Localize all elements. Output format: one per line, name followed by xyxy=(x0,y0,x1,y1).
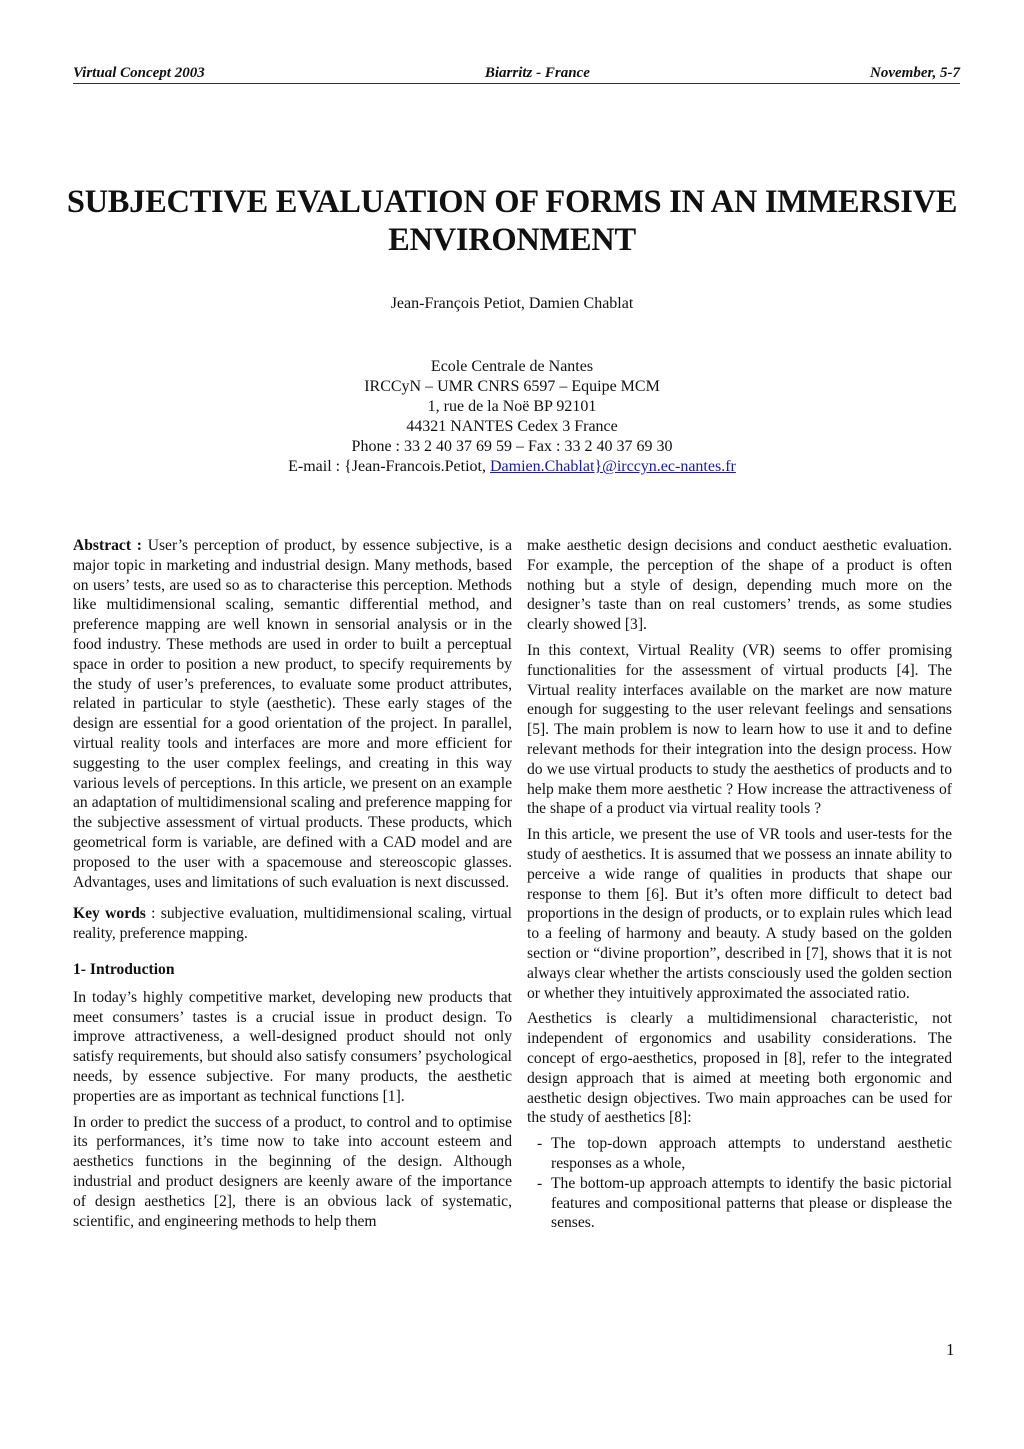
page-number: 1 xyxy=(946,1340,955,1359)
email-prefix: E-mail : {Jean-Francois.Petiot, xyxy=(288,458,490,475)
affiliation-phone: Phone : 33 2 40 37 69 59 – Fax : 33 2 40 37 69 30 xyxy=(351,438,673,455)
keywords-text: : subjective evaluation, multidimensional scaling, virtual reality, preference mapping. xyxy=(73,905,512,943)
list-item: - The bottom-up approach attempts to identify the basic pictorial features and compositional patterns that please or displease the senses. xyxy=(527,1174,952,1233)
affiliation-lab: IRCCyN – UMR CNRS 6597 – Equipe MCM xyxy=(364,378,660,395)
right-column xyxy=(527,536,952,1233)
running-header xyxy=(73,60,960,84)
title-line-1: SUBJECTIVE EVALUATION OF FORMS IN AN IMMERSIVE xyxy=(66,184,958,220)
intro-paragraph-5: In this article, we present the use of VR tools and user-tests for the study of aesthetics. It is assumed that we possess an innate ability to perceive a wide range of qualities in products that shape our response to them [6]. But it’s often more difficult to detect bad proportions in the design of products, or to explain rules which lead to a feeling of harmony and beauty. A study based on the golden section or “divine proportion”, described in [7], shows that it is not always clear whether the artists consciously used the golden section or whether they intuitively approximated the associated ratio. xyxy=(527,826,952,1002)
intro-paragraph-6: Aesthetics is clearly a multidimensional characteristic, not independent of ergonomics and usability considerations. The concept of ergo-aesthetics, proposed in [8], refer to the integrated design approach that is aimed at meeting both ergonomic and aesthetic design objectives. Two main approaches can be used for the study of aesthetics [8]: xyxy=(527,1010,952,1127)
title-line-2: ENVIRONMENT xyxy=(388,222,636,258)
email-link[interactable]: Damien.Chablat}@irccyn.ec-nantes.fr xyxy=(489,458,736,475)
intro-paragraph-1: In today’s highly competitive market, developing new products that meet consumers’ tastes is a crucial issue in product design. To improve attractiveness, a well-designed product should not only satisfy requirements, but should also satisfy consumers’ psychological needs, by essence subjective. For many products, the aesthetic properties are as important as technical functions [1]. xyxy=(73,988,512,1105)
abstract xyxy=(73,536,512,892)
header-location: Biarritz - France xyxy=(484,65,590,81)
abstract-text: User’s perception of product, by essence subjective, is a major topic in marketing and industrial design. Many methods, based on users’ tests, are used so as to characterise this perception. Methods like multidimensional scaling, semantic differential method, and preference mapping are well known in sensorial analysis or in the food industry. These methods are used in order to built a perceptual space in order to position a new product, to specify requirements by the study of user’s preferences, to evaluate some product attributes, related in particular to style (aesthetic). These early stages of the design are essential for a good orientation of the project. In parallel, virtual reality tools and interfaces are more and more efficient for suggesting to the user complex feelings, and creating in this way various levels of perceptions. In this article, we present on an example an adaptation of multidimensional scaling and preference mapping for the subjective assessment of virtual products. These products, which geometrical form is variable, are defined with a CAD model and are proposed to the user with a spacemouse and stereoscopic glasses. Advantages, uses and limitations of such evaluation is next discussed. xyxy=(73,537,512,891)
keywords xyxy=(73,904,512,944)
intro-paragraph-2: In order to predict the success of a product, to control and to optimise its performances, it’s time now to take into account esteem and aesthetics functions in the beginning of the design. Although industrial and product designers are keenly aware of the importance of design aesthetics [2], there is an obvious lack of systematic, scientific, and engineering methods to help them xyxy=(73,1113,512,1230)
intro-paragraph-4: In this context, Virtual Reality (VR) seems to offer promising functionalities for the assessment of virtual products [4]. The Virtual reality interfaces available on the market are now mature enough for suggesting to the user relevant feelings and sensations [5]. The main problem is now to learn how to use it and to define relevant methods for their integration into the design process. How do we use virtual products to study the aesthetics of products and to help make them more aesthetic ? How increase the attractiveness of the shape of a product via virtual reality tools ? xyxy=(527,641,952,818)
affiliation xyxy=(60,357,964,477)
abstract-label: Abstract : xyxy=(73,537,142,554)
intro-paragraph-3: make aesthetic design decisions and conduct aesthetic evaluation. For example, the perception of the shape of a product is often nothing but a style of design, depending much more on the designer’s taste than on real customers’ trends, as some studies clearly showed [3]. xyxy=(527,537,952,634)
approaches-list xyxy=(527,1134,952,1233)
section-heading-introduction: 1- Introduction xyxy=(73,960,175,978)
affiliation-school: Ecole Centrale de Nantes xyxy=(430,358,594,375)
keywords-label: Key words xyxy=(73,905,146,923)
header-date: November, 5-7 xyxy=(870,65,960,81)
affiliation-city: 44321 NANTES Cedex 3 France xyxy=(406,418,618,435)
left-column xyxy=(73,536,512,1237)
affiliation-street: 1, rue de la Noë BP 92101 xyxy=(427,398,597,415)
paper-title xyxy=(60,183,964,259)
authors: Jean-François Petiot, Damien Chablat xyxy=(390,295,634,312)
affiliation-email xyxy=(60,457,964,477)
list-item: - The top-down approach attempts to understand aesthetic responses as a whole, xyxy=(527,1134,952,1174)
header-conference: Virtual Concept 2003 xyxy=(73,65,205,81)
